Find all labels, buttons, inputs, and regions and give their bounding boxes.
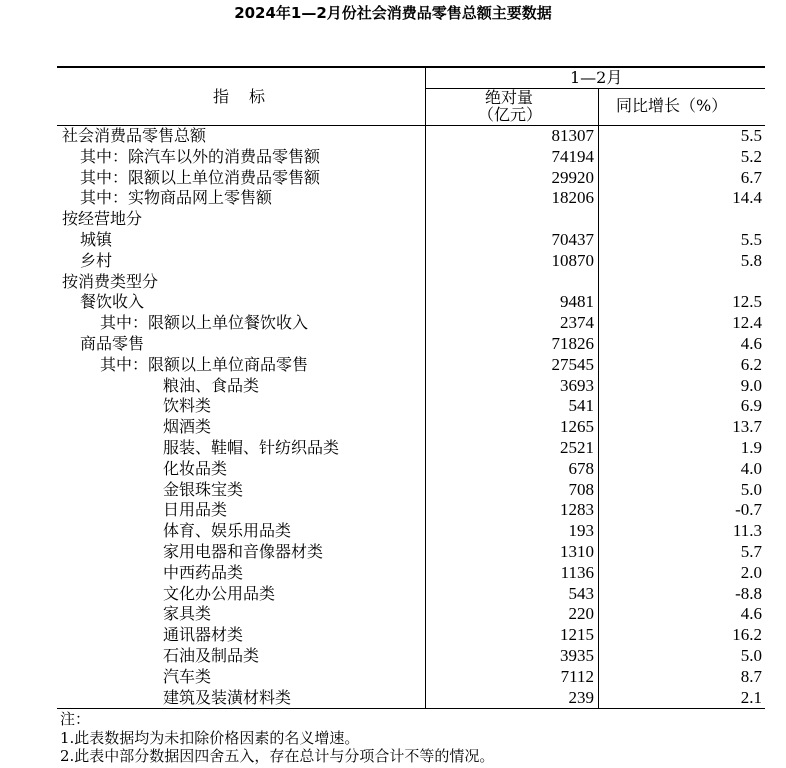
row-yoy-growth: 5.7 [740, 541, 762, 561]
row-absolute-value: 220 [568, 604, 594, 624]
table-row [0, 500, 786, 521]
row-label: 其中：实物商品网上零售额 [80, 188, 273, 208]
table-row [0, 376, 786, 397]
row-label: 餐饮收入 [80, 292, 145, 312]
row-label: 按经营地分 [62, 209, 143, 229]
table-row [0, 292, 786, 313]
row-yoy-growth: 4.6 [740, 333, 762, 353]
table-row [0, 334, 786, 355]
table-row [0, 209, 786, 230]
row-yoy-growth: 5.5 [740, 126, 762, 145]
row-yoy-growth: 5.0 [740, 645, 762, 665]
table-row [0, 126, 786, 147]
table-row [0, 272, 786, 293]
header-period: 1—2月 [570, 68, 623, 87]
row-absolute-value: 18206 [551, 188, 594, 208]
row-yoy-growth: -0.7 [735, 500, 762, 520]
row-label: 通讯器材类 [163, 625, 244, 645]
row-label: 化妆品类 [163, 458, 228, 478]
row-yoy-growth: 14.4 [732, 188, 762, 208]
row-label: 中西药品类 [163, 562, 244, 582]
table-row [0, 417, 786, 438]
header-abs-line1: 绝对量 [485, 88, 534, 107]
row-absolute-value: 541 [568, 396, 594, 416]
row-label: 饮料类 [163, 396, 212, 416]
row-label: 乡村 [80, 250, 113, 270]
header-abs-line2: （亿元） [478, 105, 543, 124]
row-label: 建筑及装潢材料类 [163, 687, 292, 707]
note-heading: 注： [60, 710, 91, 728]
row-absolute-value: 678 [568, 458, 594, 478]
row-absolute-value: 543 [568, 583, 594, 603]
row-yoy-growth: 5.0 [740, 479, 762, 499]
row-absolute-value: 2374 [560, 313, 594, 333]
row-label: 金银珠宝类 [163, 479, 244, 499]
table-row [0, 521, 786, 542]
table-row [0, 168, 786, 189]
table-row [0, 251, 786, 272]
header-yoy: 同比增长（%） [616, 96, 728, 115]
table-row [0, 667, 786, 688]
table-row [0, 438, 786, 459]
row-absolute-value: 3693 [560, 375, 594, 395]
page-title: 2024年1—2月份社会消费品零售总额主要数据 [234, 4, 552, 22]
row-yoy-growth: 12.4 [732, 313, 762, 333]
row-absolute-value: 70437 [551, 229, 594, 249]
row-absolute-value: 2521 [560, 437, 594, 457]
row-label: 其中：限额以上单位餐饮收入 [100, 313, 309, 333]
row-label: 粮油、食品类 [163, 375, 260, 395]
table-row [0, 396, 786, 417]
note-1: 1.此表数据均为未扣除价格因素的名义增速。 [60, 728, 360, 747]
row-yoy-growth: 2.0 [740, 562, 762, 582]
row-absolute-value: 708 [568, 479, 594, 499]
period-divider-rule [425, 88, 765, 89]
row-yoy-growth: 13.7 [732, 417, 762, 437]
row-yoy-growth: 16.2 [732, 625, 762, 645]
row-label: 体育、娱乐用品类 [163, 521, 292, 541]
row-label: 城镇 [80, 229, 113, 249]
row-absolute-value: 1265 [560, 417, 594, 437]
row-absolute-value: 74194 [551, 146, 594, 166]
row-label: 文化办公用品类 [163, 583, 276, 603]
row-label: 石油及制品类 [163, 645, 260, 665]
row-absolute-value: 10870 [551, 250, 594, 270]
table-row [0, 542, 786, 563]
table-top-rule [57, 66, 765, 68]
row-yoy-growth: 8.7 [740, 666, 762, 686]
table-row [0, 355, 786, 376]
row-absolute-value: 193 [568, 521, 594, 541]
table-row [0, 688, 786, 709]
table-row [0, 563, 786, 584]
table-row [0, 459, 786, 480]
table-row [0, 313, 786, 334]
table-row [0, 230, 786, 251]
row-label: 按消费类型分 [62, 271, 159, 291]
row-label: 汽车类 [163, 666, 212, 686]
row-label: 烟酒类 [163, 417, 212, 437]
row-yoy-growth: 4.0 [740, 458, 762, 478]
row-absolute-value: 3935 [560, 645, 594, 665]
row-label: 其中：除汽车以外的消费品零售额 [80, 146, 321, 166]
row-absolute-value: 1215 [560, 625, 594, 645]
row-yoy-growth: 11.3 [732, 521, 762, 541]
row-absolute-value: 81307 [551, 126, 594, 145]
row-absolute-value: 71826 [551, 333, 594, 353]
header-indicator: 指 标 [213, 87, 268, 106]
row-absolute-value: 1283 [560, 500, 594, 520]
row-label: 家用电器和音像器材类 [163, 541, 324, 561]
row-absolute-value: 239 [568, 687, 594, 707]
row-yoy-growth: 5.5 [740, 229, 762, 249]
row-yoy-growth: 6.7 [740, 167, 762, 187]
footnotes [60, 710, 494, 766]
row-absolute-value: 9481 [560, 292, 594, 312]
row-yoy-growth: 1.9 [740, 437, 762, 457]
row-yoy-growth: -8.8 [735, 583, 762, 603]
note-2: 2.此表中部分数据因四舍五入，存在总计与分项合计不等的情况。 [60, 747, 495, 765]
table-row [0, 188, 786, 209]
table-row [0, 584, 786, 605]
row-yoy-growth: 6.2 [740, 354, 762, 374]
row-absolute-value: 1310 [560, 541, 594, 561]
row-yoy-growth: 5.2 [740, 146, 762, 166]
row-yoy-growth: 4.6 [740, 604, 762, 624]
row-label: 其中：限额以上单位消费品零售额 [80, 167, 321, 187]
row-absolute-value: 1136 [560, 562, 594, 582]
row-absolute-value: 29920 [551, 167, 594, 187]
row-yoy-growth: 9.0 [740, 375, 762, 395]
row-yoy-growth: 5.8 [740, 250, 762, 270]
row-label: 家具类 [163, 604, 212, 624]
row-absolute-value: 7112 [560, 666, 594, 686]
row-label: 社会消费品零售总额 [62, 126, 207, 145]
row-yoy-growth: 6.9 [740, 396, 762, 416]
row-yoy-growth: 12.5 [732, 292, 762, 312]
row-label: 商品零售 [80, 333, 145, 353]
table-body [0, 126, 786, 708]
table-row [0, 480, 786, 501]
table-row [0, 147, 786, 168]
row-absolute-value: 27545 [551, 354, 594, 374]
table-row [0, 604, 786, 625]
table-row [0, 625, 786, 646]
row-yoy-growth: 2.1 [740, 687, 762, 707]
row-label: 服装、鞋帽、针纺织品类 [163, 437, 340, 457]
table-row [0, 646, 786, 667]
row-label: 其中：限额以上单位商品零售 [100, 354, 309, 374]
row-label: 日用品类 [163, 500, 228, 520]
